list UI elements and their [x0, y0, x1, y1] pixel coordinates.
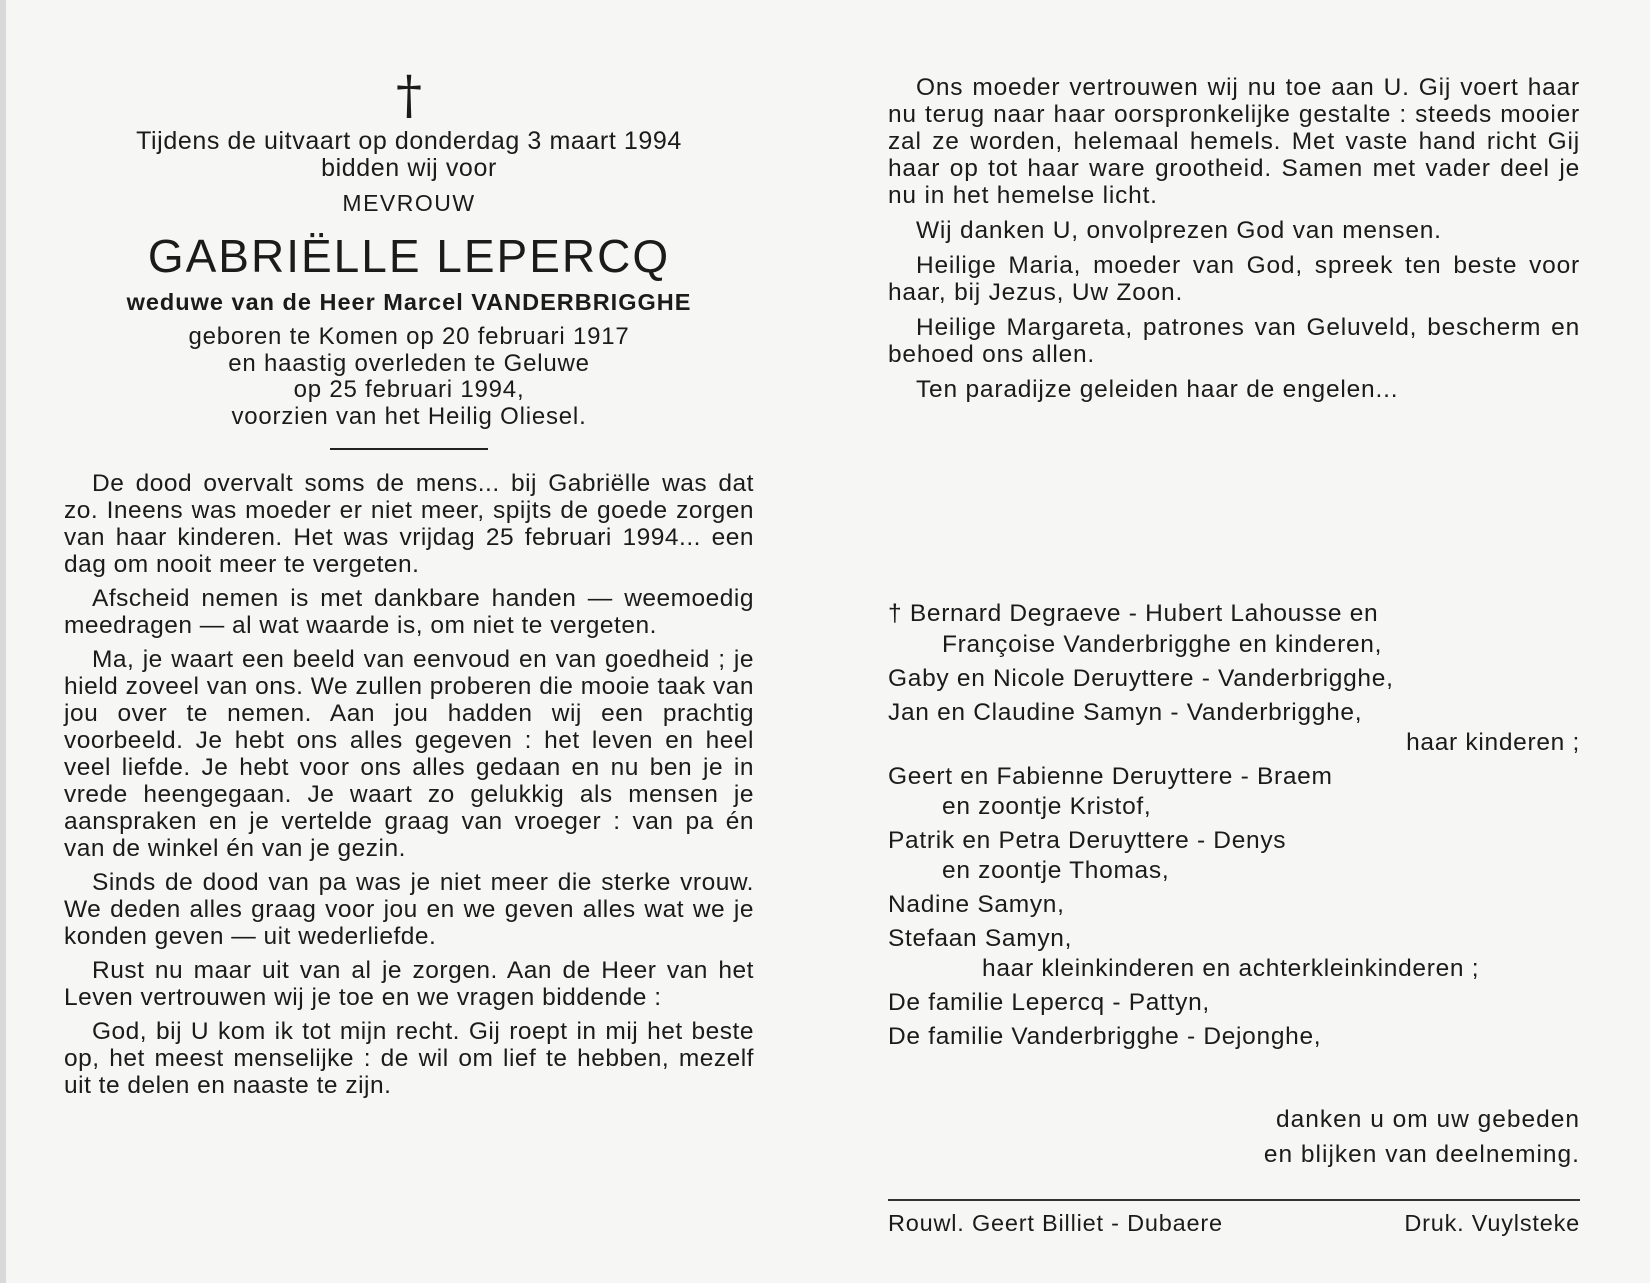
left-paragraph: God, bij U kom ik tot mijn recht. Gij roept in mij het beste op, het meest menselijke : de wil om lief te hebben, mezelf uit te delen en naaste te zijn.: [64, 1018, 754, 1099]
widow-of-line: weduwe van de Heer Marcel VANDERBRIGGHE: [126, 289, 692, 315]
title-mevrouw: MEVROUW: [342, 190, 476, 216]
divider: [330, 448, 488, 450]
born-line-2: en haastig overleden te Geluwe: [228, 349, 590, 377]
family-line: De familie Lepercq - Pattyn,: [888, 989, 1210, 1016]
footer-divider: [888, 1199, 1580, 1201]
left-paragraph: De dood overvalt soms de mens... bij Gabriëlle was dat zo. Ineens was moeder er niet meer, spijts de goede zorgen van haar kinderen. Het was vrijdag 25 februari 1994... een dag om nooit meer te vergeten.: [64, 470, 754, 578]
right-paragraph: Ten paradijze geleiden haar de engelen...: [916, 376, 1399, 403]
family-line: en zoontje Thomas,: [942, 857, 1170, 884]
family-line: Françoise Vanderbrigghe en kinderen,: [942, 631, 1383, 658]
born-line-4: voorzien van het Heilig Oliesel.: [231, 402, 587, 430]
left-paragraph: Afscheid nemen is met dankbare handen — weemoedig meedragen — al wat waarde is, om niet te vergeten.: [64, 585, 754, 639]
born-line-3: op 25 februari 1994,: [293, 376, 525, 403]
family-line: † Bernard Degraeve - Hubert Lahousse en: [888, 600, 1379, 627]
card-edge: [0, 0, 6, 1283]
family-line: haar kinderen ;: [1406, 729, 1580, 756]
left-page: [64, 66, 754, 1106]
printer-credit: Druk. Vuylsteke: [1404, 1210, 1580, 1236]
family-line: haar kleinkinderen en achterkleinkinderen ;: [982, 955, 1480, 982]
right-paragraph: Ons moeder vertrouwen wij nu toe aan U. Gij voert haar nu terug naar haar oorspronkelijke gestalte : steeds mooier zal ze worden, helemaal hemels. Met vaste hand richt Gij haar op tot haar ware grootheid. Samen met vader deel je nu in het hemelse licht.: [888, 74, 1580, 209]
footer: [888, 1210, 1580, 1237]
family-line: en zoontje Kristof,: [942, 793, 1152, 820]
right-paragraph: Heilige Maria, moeder van God, spreek ten beste voor haar, bij Jezus, Uw Zoon.: [888, 252, 1580, 306]
family-line: Stefaan Samyn,: [888, 925, 1073, 952]
family-line: Geert en Fabienne Deruyttere - Braem: [888, 763, 1333, 790]
thanks-line-1: danken u om uw gebeden: [1276, 1106, 1580, 1133]
right-paragraph: Heilige Margareta, patrones van Geluveld, bescherm en behoed ons allen.: [888, 314, 1580, 368]
thanks-text: [888, 1102, 1580, 1172]
family-list: [888, 600, 1580, 1057]
right-paragraph: Wij danken U, onvolprezen God van mensen.: [916, 217, 1442, 244]
cross-icon: †: [396, 66, 422, 126]
right-page-prayer: [888, 74, 1580, 411]
prayer-line: bidden wij voor: [321, 154, 497, 182]
family-line: Nadine Samyn,: [888, 891, 1065, 918]
deceased-name: GABRIËLLE LEPERCQ: [147, 230, 671, 282]
thanks-line-2: en blijken van deelneming.: [1263, 1141, 1580, 1168]
left-paragraph: Ma, je waart een beeld van eenvoud en van goedheid ; je hield zoveel van ons. We zullen proberen die mooie taak van jou over te nemen. Aan jou hadden wij een prachtig voorbeeld. Je hebt ons alles gegeven : het leven en heel veel liefde. Je hebt voor ons alles gedaan en nu ben je in vrede heengegaan. Je waart zo gelukkig als mensen je aanspraken en je vertelde graag van vroeger : van pa én van de winkel én van je gezin.: [64, 646, 754, 862]
family-line: Jan en Claudine Samyn - Vanderbrigghe,: [888, 699, 1363, 726]
left-paragraph: Rust nu maar uit van al je zorgen. Aan de Heer van het Leven vertrouwen wij je toe en we vragen biddende :: [64, 957, 754, 1011]
funeral-director: Rouwl. Geert Billiet - Dubaere: [888, 1210, 1223, 1236]
family-line: De familie Vanderbrigghe - Dejonghe,: [888, 1023, 1322, 1050]
family-line: Patrik en Petra Deruyttere - Denys: [888, 827, 1287, 854]
birth-death-details: [64, 324, 754, 430]
born-line-1: geboren te Komen op 20 februari 1917: [188, 323, 630, 350]
funeral-date-line: Tijdens de uitvaart op donderdag 3 maart 1994: [136, 127, 682, 155]
left-paragraph: Sinds de dood van pa was je niet meer die sterke vrouw. We deden alles graag voor jou en we geven alles wat we je konden geven — uit wederliefde.: [64, 869, 754, 950]
family-line: Gaby en Nicole Deruyttere - Vanderbrigghe,: [888, 665, 1394, 692]
